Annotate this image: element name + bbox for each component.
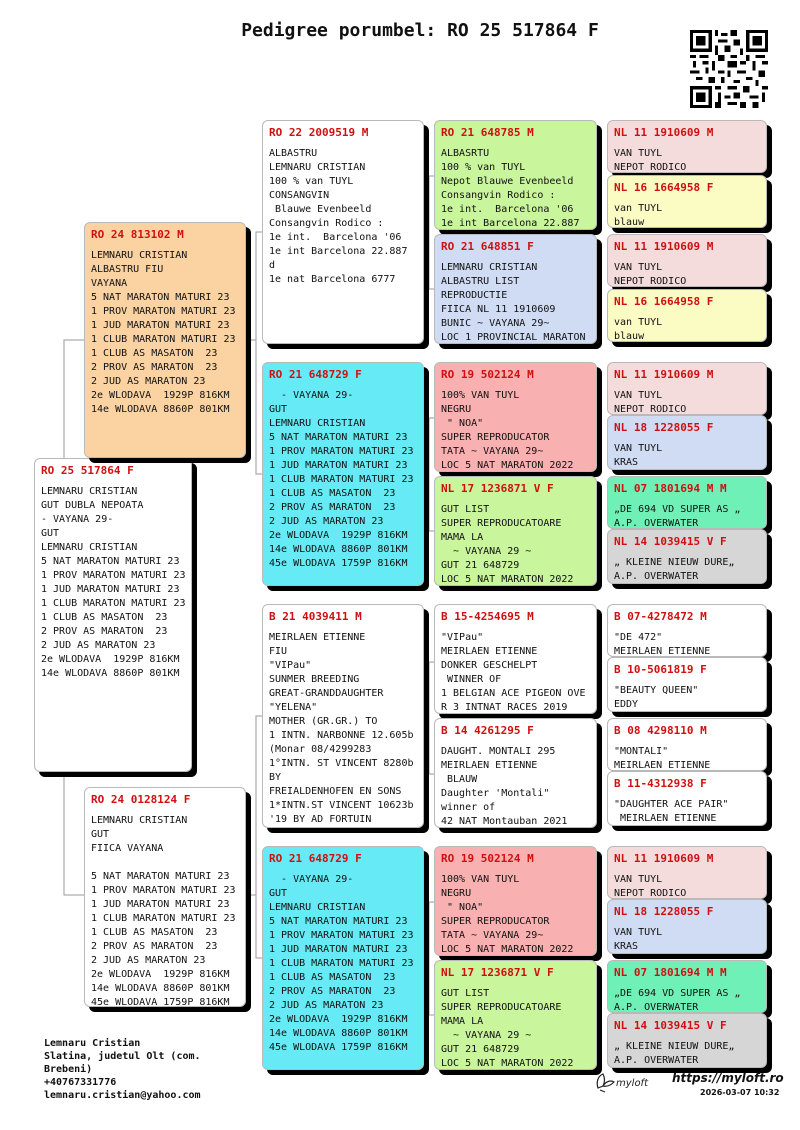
ring-number: NL 16 1664958 F <box>614 181 714 194</box>
pigeon-notes: LEMNARU CRISTIAN ALBASTRU FIU VAYANA 5 NAT MARATON MATURI 23 1 PROV MARATON MATURI 23 1 JUD MARATON MATURI 23 1 CLUB MARATON MATURI 23 1 CLUB AS MASATON 23 2 PROV AS MARATON 23 2 JUD AS MARATON 23 2e WLODAVA 1929P 816KM 14e WLODAVA 8860P 801KM <box>91 250 236 415</box>
pigeon-notes: 100% VAN TUYL NEGRU " NOA" SUPER REPRODUCATOR TATA ~ VAYANA 29~ LOC 5 NAT MARATON 2022 <box>441 390 574 471</box>
ring-number: B 10-5061819 F <box>614 663 707 676</box>
logo-text: myloft <box>616 1078 648 1089</box>
pigeon-card-dds[interactable] <box>434 846 597 956</box>
ring-number: NL 17 1236871 V F <box>441 966 554 979</box>
ring-number: B 15-4254695 M <box>441 610 534 623</box>
ring-number: RO 19 502124 M <box>441 852 534 865</box>
ring-number: NL 18 1228055 F <box>614 905 714 918</box>
pigeon-notes: "DAUGHTER ACE PAIR" MEIRLAEN ETIENNE <box>614 799 729 824</box>
pigeon-card-sds[interactable] <box>434 362 597 472</box>
pigeon-notes: 100% VAN TUYL NEGRU " NOA" SUPER REPRODUCATOR TATA ~ VAYANA 29~ LOC 5 NAT MARATON 2022 <box>441 874 574 955</box>
ring-number: NL 11 1910609 M <box>614 852 714 865</box>
ring-number: NL 11 1910609 M <box>614 126 714 139</box>
ring-number: RO 24 0128124 F <box>91 793 191 806</box>
pigeon-card-ssd[interactable] <box>434 234 597 344</box>
pigeon-card-g4-11[interactable] <box>607 718 767 771</box>
myloft-logo <box>594 1070 670 1096</box>
pigeon-card-sire-dam[interactable] <box>262 362 424 586</box>
pigeon-notes: VAN TUYL NEPOT RODICO <box>614 262 687 287</box>
pigeon-card-g4-12[interactable] <box>607 771 767 826</box>
owner-contact: Lemnaru Cristian Slatina, judetul Olt (com. Brebeni) +40767331776 lemnaru.cristian@yahoo.com <box>44 1038 201 1101</box>
pigeon-card-dam-sire[interactable] <box>262 604 424 828</box>
ring-number: NL 14 1039415 V F <box>614 535 727 548</box>
ring-number: NL 11 1910609 M <box>614 240 714 253</box>
pigeon-notes: van TUYL blauw <box>614 203 663 228</box>
pigeon-card-g4-5[interactable] <box>607 362 767 415</box>
pigeon-notes: "DE 472" MEIRLAEN ETIENNE <box>614 632 711 657</box>
pigeon-notes: VAN TUYL NEPOT RODICO <box>614 148 687 173</box>
pigeon-card-g4-13[interactable] <box>607 846 767 899</box>
pigeon-card-g4-9[interactable] <box>607 604 767 657</box>
pigeon-card-g4-3[interactable] <box>607 234 767 287</box>
pigeon-card-g4-8[interactable] <box>607 529 767 584</box>
page-title: Pedigree porumbel: RO 25 517864 F <box>241 20 599 41</box>
pigeon-notes: MEIRLAEN ETIENNE FIU "VIPau" SUNMER BREEDING GREAT-GRANDDAUGHTER "YELENA" MOTHER (GR.GR.) TO 1 INTN. NARBONNE 12.605b (Monar 08/4299283 1°INTN. ST VINCENT 8280b BY FREIALDENHOFEN EN SONS 1*INTN.ST VINCENT 10623b '19 BY AD FORTUIN <box>269 632 414 825</box>
pigeon-card-sss[interactable] <box>434 120 597 230</box>
pigeon-card-g4-7[interactable] <box>607 476 767 529</box>
pigeon-notes: „ KLEINE NIEUW DURE„ A.P. OVERWATER <box>614 1041 735 1066</box>
pigeon-card-dam-dam[interactable] <box>262 846 424 1070</box>
pigeon-card-ddd[interactable] <box>434 960 597 1070</box>
pigeon-notes: - VAYANA 29- GUT LEMNARU CRISTIAN 5 NAT MARATON MATURI 23 1 PROV MARATON MATURI 23 1 JUD MARATON MATURI 23 1 CLUB MARATON MATURI 23 1 CLUB AS MASATON 23 2 PROV AS MARATON 23 2 JUD AS MARATON 23 2e WLODAVA 1929P 816KM 14e WLODAVA 8860P 801KM 45e WLODAVA 1759P 816KM <box>269 874 414 1053</box>
ring-number: B 08 4298110 M <box>614 724 707 737</box>
pigeon-notes: GUT LIST SUPER REPRODUCATOARE MAMA LA ~ VAYANA 29 ~ GUT 21 648729 LOC 5 NAT MARATON 2022 <box>441 988 574 1069</box>
ring-number: NL 14 1039415 V F <box>614 1019 727 1032</box>
pigeon-notes: VAN TUYL KRAS <box>614 443 663 468</box>
ring-number: NL 18 1228055 F <box>614 421 714 434</box>
pigeon-notes: LEMNARU CRISTIAN GUT DUBLA NEPOATA - VAYANA 29- GUT LEMNARU CRISTIAN 5 NAT MARATON MATURI 23 1 PROV MARATON MATURI 23 1 JUD MARATON MATURI 23 1 CLUB MARATON MATURI 23 1 CLUB AS MASATON 23 2 PROV AS MARATON 23 2 JUD AS MARATON 23 2e WLODAVA 1929P 816KM 14e WLODAVA 8860P 801KM <box>41 486 186 679</box>
pigeon-notes: van TUYL blauw <box>614 317 663 342</box>
ring-number: NL 11 1910609 M <box>614 368 714 381</box>
pigeon-notes: VAN TUYL KRAS <box>614 927 663 952</box>
pigeon-notes: GUT LIST SUPER REPRODUCATOARE MAMA LA ~ VAYANA 29 ~ GUT 21 648729 LOC 5 NAT MARATON 2022 <box>441 504 574 585</box>
pigeon-notes: LEMNARU CRISTIAN ALBASTRU LIST REPRODUCTIE FIICA NL 11 1910609 BUNIC ~ VAYANA 29~ LOC 1 PROVINCIAL MARATON <box>441 262 586 343</box>
pigeon-card-g4-14[interactable] <box>607 899 767 954</box>
ring-number: RO 25 517864 F <box>41 464 134 477</box>
pigeon-card-main[interactable] <box>34 458 192 772</box>
ring-number: B 11-4312938 F <box>614 777 707 790</box>
pigeon-notes: "VIPau" MEIRLAEN ETIENNE DONKER GESCHELPT WINNER OF 1 BELGIAN ACE PIGEON OVE R 3 INTNAT RACES 2019 <box>441 632 586 713</box>
ring-number: NL 07 1801694 M M <box>614 482 727 495</box>
pigeon-notes: VAN TUYL NEPOT RODICO <box>614 390 687 415</box>
ring-number: B 21 4039411 M <box>269 610 362 623</box>
pigeon-notes: "BEAUTY QUEEN" EDDY <box>614 685 699 710</box>
ring-number: NL 07 1801694 M M <box>614 966 727 979</box>
pigeon-notes: DAUGHT. MONTALI 295 MEIRLAEN ETIENNE BLAUW Daughter 'Montali" winner of 42 NAT Montauban 2021 <box>441 746 568 827</box>
print-date: 2026-03-07 10:32 <box>700 1088 780 1097</box>
pigeon-notes: LEMNARU CRISTIAN GUT FIICA VAYANA 5 NAT MARATON MATURI 23 1 PROV MARATON MATURI 23 1 JUD MARATON MATURI 23 1 CLUB MARATON MATURI 23 1 CLUB AS MASATON 23 2 PROV AS MARATON 23 2 JUD AS MARATON 23 2e WLODAVA 1929P 816KM 14e WLODAVA 8860P 801KM 45e WLODAVA 1759P 816KM <box>91 815 236 1007</box>
pigeon-card-dam[interactable] <box>84 787 246 1007</box>
pigeon-card-g4-16[interactable] <box>607 1013 767 1068</box>
ring-number: RO 21 648785 M <box>441 126 534 139</box>
website-link[interactable]: https://myloft.ro <box>672 1071 784 1085</box>
pigeon-card-sdd[interactable] <box>434 476 597 586</box>
pigeon-notes: - VAYANA 29- GUT LEMNARU CRISTIAN 5 NAT MARATON MATURI 23 1 PROV MARATON MATURI 23 1 JUD MARATON MATURI 23 1 CLUB MARATON MATURI 23 1 CLUB AS MASATON 23 2 PROV AS MARATON 23 2 JUD AS MARATON 23 2e WLODAVA 1929P 816KM 14e WLODAVA 8860P 801KM 45e WLODAVA 1759P 816KM <box>269 390 414 569</box>
ring-number: RO 24 813102 M <box>91 228 184 241</box>
ring-number: RO 21 648729 F <box>269 852 362 865</box>
pigeon-notes: "MONTALI" MEIRLAEN ETIENNE <box>614 746 711 771</box>
pigeon-card-g4-2[interactable] <box>607 175 767 228</box>
ring-number: B 07-4278472 M <box>614 610 707 623</box>
pigeon-notes: VAN TUYL NEPOT RODICO <box>614 874 687 899</box>
ring-number: RO 19 502124 M <box>441 368 534 381</box>
ring-number: RO 21 648729 F <box>269 368 362 381</box>
pigeon-card-dsd[interactable] <box>434 718 597 828</box>
ring-number: RO 22 2009519 M <box>269 126 369 139</box>
pigeon-card-g4-10[interactable] <box>607 657 767 712</box>
pigeon-notes: „DE 694 VD SUPER AS „ A.P. OVERWATER <box>614 504 741 529</box>
pigeon-card-sire-sire[interactable] <box>262 120 424 344</box>
ring-number: RO 21 648851 F <box>441 240 534 253</box>
pigeon-card-g4-1[interactable] <box>607 120 767 173</box>
pigeon-card-g4-15[interactable] <box>607 960 767 1013</box>
ring-number: B 14 4261295 F <box>441 724 534 737</box>
pigeon-notes: „ KLEINE NIEUW DURE„ A.P. OVERWATER <box>614 557 735 582</box>
pigeon-notes: „DE 694 VD SUPER AS „ A.P. OVERWATER <box>614 988 741 1013</box>
pigeon-card-sire[interactable] <box>84 222 246 458</box>
pigeon-notes: ALBASTRU LEMNARU CRISTIAN 100 % van TUYL CONSANGVIN Blauwe Evenbeeld Consangvin Rodico : 1e int. Barcelona '06 1e int Barcelona 22.887 d 1e nat Barcelona 6777 <box>269 148 408 285</box>
pigeon-card-dss[interactable] <box>434 604 597 714</box>
ring-number: NL 16 1664958 F <box>614 295 714 308</box>
ring-number: NL 17 1236871 V F <box>441 482 554 495</box>
pigeon-notes: ALBASRTU 100 % van TUYL Nepot Blauwe Evenbeeld Consangvin Rodico : 1e int. Barcelona '06 1e int Barcelona 22.887 <box>441 148 580 229</box>
pigeon-card-g4-4[interactable] <box>607 289 767 342</box>
pigeon-card-g4-6[interactable] <box>607 415 767 470</box>
